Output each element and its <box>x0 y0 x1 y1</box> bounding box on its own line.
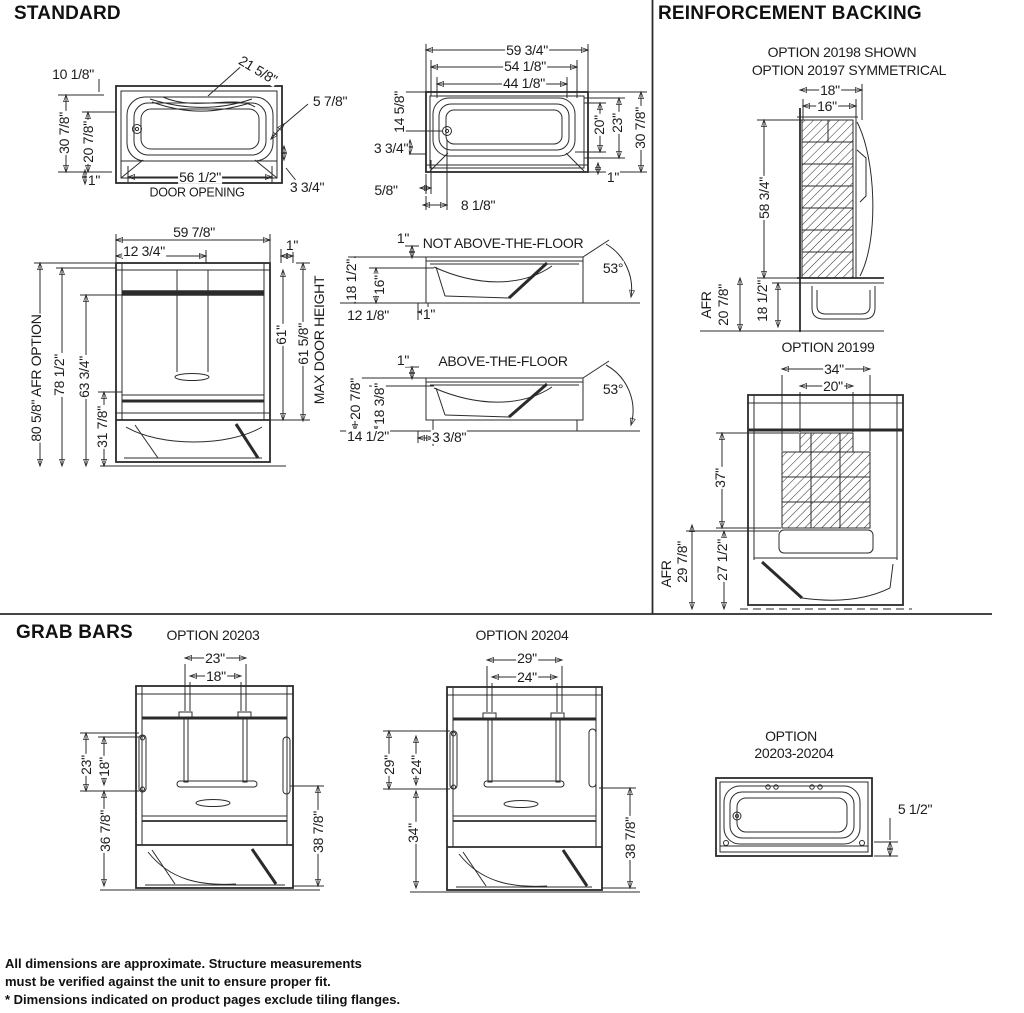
back-grab-bar <box>184 718 188 782</box>
view-title-not-above-floor: NOT ABOVE-THE-FLOOR <box>422 234 584 251</box>
dim-height-78: 78 1/2" <box>50 354 67 396</box>
dim-panel-w20: 20" <box>823 377 843 394</box>
note-20197: OPTION 20197 SYMMETRICAL <box>751 61 947 78</box>
dim-door-offset: 12 3/4" <box>123 242 165 259</box>
dim-tub-height: 18 1/2" <box>753 280 770 322</box>
dim-max-door-height: 61 5/8" <box>294 323 311 365</box>
dim-bottom-12: 12 1/8" <box>347 306 389 323</box>
dim-inner-depth: 20 7/8" <box>79 121 96 163</box>
option-20199-title: OPTION 20199 <box>781 338 875 355</box>
dim-afr-height: 29 7/8" <box>673 541 690 583</box>
backing-panel-upper <box>800 433 853 452</box>
dim-inner-depth: 20" <box>590 115 607 135</box>
dim-left-height: 14 5/8" <box>390 91 407 133</box>
view-title-above-floor: ABOVE-THE-FLOOR <box>438 352 568 369</box>
afr-label: AFR <box>657 560 674 588</box>
back-grab-bar <box>488 719 492 782</box>
backing-panel <box>802 120 853 278</box>
dim-front-width: 59 7/8" <box>173 223 215 240</box>
grab-bars-20204-drawing <box>380 660 640 892</box>
afr-label: AFR <box>697 291 714 319</box>
dim-height-18: 18 3/8" <box>370 383 387 425</box>
dim-panel-w34: 34" <box>824 360 844 377</box>
dim-height-left: 34" <box>404 823 421 843</box>
dim-height-31: 31 7/8" <box>93 406 110 448</box>
grab-bars-20203-drawing <box>77 658 324 890</box>
backing-panel-lower <box>782 452 870 528</box>
section-title-standard: STANDARD <box>14 3 121 24</box>
note-20198: OPTION 20198 SHOWN <box>767 43 917 60</box>
dim-corner-lip: 5 7/8" <box>312 92 348 109</box>
dim-height-18: 18 1/2" <box>342 259 359 301</box>
plan-title-line2: 20203-20204 <box>754 744 834 761</box>
dim-top-w24: 24" <box>517 668 537 685</box>
dim-overall-width: 59 3/4" <box>506 41 548 58</box>
dim-side-h29: 29" <box>380 755 397 775</box>
grab-bars-plan-drawing <box>716 778 898 856</box>
dim-panel-height: 37" <box>711 468 728 488</box>
dim-mid-width: 54 1/8" <box>504 57 546 74</box>
dim-left-inset: 3 3/4" <box>373 139 409 156</box>
dim-door-height: 61" <box>272 325 289 345</box>
dim-rim: 1" <box>396 229 410 246</box>
dim-flange: 5/8" <box>374 181 398 198</box>
dim-bottom-1: 1" <box>422 305 436 322</box>
dim-inner-width: 44 1/8" <box>503 74 545 91</box>
dim-height-63: 63 3/4" <box>75 356 92 398</box>
plan-title-line1: OPTION <box>765 727 817 744</box>
dim-top-w23: 23" <box>205 649 225 666</box>
dim-rim: 1" <box>396 351 410 368</box>
drain-icon <box>443 127 452 136</box>
dim-drain-offset: 8 1/8" <box>460 196 496 213</box>
dim-lip: 21 5/8" <box>236 52 281 88</box>
door-opening-label: DOOR OPENING <box>149 185 245 200</box>
dim-height-20: 20 7/8" <box>346 378 363 420</box>
dim-height-right: 38 7/8" <box>309 811 326 853</box>
dim-side-h24: 24" <box>407 755 424 775</box>
dim-apron-height: 5 1/2" <box>897 800 933 817</box>
dim-bottom-3: 3 3/8" <box>431 428 467 445</box>
dim-height-16: 16" <box>370 275 387 295</box>
dim-overall-depth: 30 7/8" <box>631 107 648 149</box>
dim-bottom-14: 14 1/2" <box>347 427 389 444</box>
dim-right-flange: 1" <box>606 168 620 185</box>
dim-top-w18: 18" <box>206 667 226 684</box>
footer-line-3: * Dimensions indicated on product pages exclude tiling flanges. <box>5 992 401 1007</box>
option-20204-title: OPTION 20204 <box>475 626 569 643</box>
dim-panel-w18: 18" <box>820 81 840 98</box>
dim-top-w29: 29" <box>517 649 537 666</box>
dim-flange: 1" <box>87 171 101 188</box>
max-door-height-label: MAX DOOR HEIGHT <box>310 275 327 405</box>
dim-door-width: 56 1/2" <box>179 168 221 185</box>
dim-apron: 3 3/4" <box>289 178 325 195</box>
dim-height-left: 36 7/8" <box>96 810 113 852</box>
standard-front-drawing <box>34 234 310 466</box>
section-title-grab-bars: GRAB BARS <box>16 622 133 643</box>
dim-top-offset: 10 1/8" <box>52 65 94 82</box>
dim-angle: 53° <box>602 380 624 397</box>
dim-angle: 53° <box>602 259 624 276</box>
dim-afr-option: 80 5/8" AFR OPTION <box>27 314 44 442</box>
option-20203-title: OPTION 20203 <box>166 626 260 643</box>
section-title-reinforcement: REINFORCEMENT BACKING <box>658 3 922 24</box>
dim-side-h18: 18" <box>95 757 112 777</box>
dim-tub-height: 27 1/2" <box>713 539 730 581</box>
dim-side-h23: 23" <box>77 755 94 775</box>
dim-afr-height: 20 7/8" <box>714 284 731 326</box>
footer-line-1: All dimensions are approximate. Structure measurements <box>5 956 362 971</box>
dim-overall-depth: 30 7/8" <box>55 112 72 154</box>
dim-height-right: 38 7/8" <box>621 817 638 859</box>
dim-mid-depth: 23" <box>608 113 625 133</box>
right-grab-bar <box>589 729 596 787</box>
dim-panel-w16: 16" <box>817 97 837 114</box>
dim-front-flange: 1" <box>285 236 299 253</box>
footer-line-2: must be verified against the unit to ensure proper fit. <box>5 974 331 989</box>
dim-panel-height: 58 3/4" <box>755 177 772 219</box>
door-handle <box>175 374 209 381</box>
